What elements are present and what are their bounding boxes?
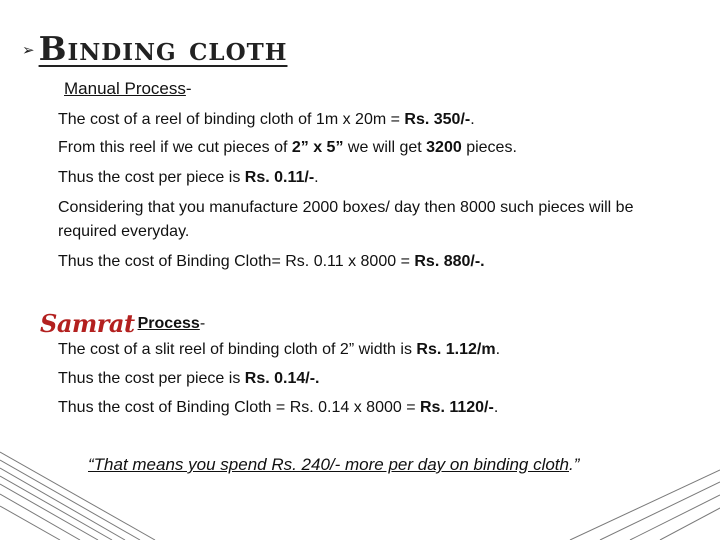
samrat-line-3 — [58, 396, 498, 420]
samrat-line-3-text: Thus the cost of Binding Cloth = Rs. 0.14 x 8000 = — [58, 399, 420, 416]
closing-quote — [88, 455, 579, 475]
manual-line-2-mid: we will get — [343, 139, 427, 156]
page-title: Binding cloth — [38, 28, 288, 68]
manual-line-5-text: Thus the cost of Binding Cloth= Rs. 0.11 x 8000 = — [58, 253, 415, 270]
manual-line-1-text: The cost of a reel of binding cloth of 1m x 20m = — [58, 111, 405, 128]
samrat-line-1-end: . — [495, 341, 501, 358]
samrat-process-label — [138, 315, 206, 336]
manual-line-2-count: 3200 — [426, 139, 462, 156]
title-row — [22, 28, 287, 68]
samrat-line-1 — [58, 338, 500, 362]
samrat-line-2 — [58, 367, 319, 391]
manual-line-4-text: Considering that you manufacture 2000 boxes/ day then 8000 such pieces will be required everyday. — [58, 199, 634, 240]
manual-line-3 — [58, 166, 319, 190]
manual-line-2-text: From this reel if we cut pieces of — [58, 139, 292, 156]
manual-line-2 — [58, 136, 517, 160]
closing-quote-tail: .” — [569, 455, 580, 474]
manual-line-3-text: Thus the cost per piece is — [58, 169, 245, 186]
manual-line-2-end: pieces. — [461, 139, 517, 156]
samrat-line-1-text: The cost of a slit reel of binding cloth of 2” width is — [58, 341, 417, 358]
samrat-line-1-value: Rs. 1.12/m — [416, 341, 496, 358]
samrat-line-2-value: Rs. 0.14/-. — [244, 370, 320, 387]
manual-line-3-value: Rs. 0.11/- — [244, 169, 315, 186]
manual-line-1-value: Rs. 350/- — [404, 111, 471, 128]
manual-process-heading-dash: - — [185, 79, 192, 98]
samrat-line-3-end: . — [493, 399, 499, 416]
manual-line-5-value: Rs. 880/-. — [414, 253, 485, 270]
arrow-bullet-icon: ➢ — [22, 42, 35, 59]
manual-line-3-end: . — [314, 169, 319, 186]
closing-quote-text: “That means you spend Rs. 240/- more per day on binding cloth — [88, 455, 569, 474]
manual-line-5 — [58, 250, 485, 274]
samrat-line-2-text: Thus the cost per piece is — [58, 370, 245, 387]
manual-line-4 — [58, 196, 658, 244]
samrat-process-heading — [40, 306, 205, 336]
manual-process-heading-text: Manual Process — [64, 79, 186, 98]
samrat-process-label-dash: - — [199, 315, 206, 332]
manual-line-1 — [58, 108, 475, 132]
manual-process-heading — [64, 79, 192, 99]
samrat-process-label-text: Process — [137, 315, 200, 332]
manual-line-1-end: . — [470, 111, 475, 128]
manual-line-2-size: 2” x 5” — [291, 139, 344, 156]
samrat-line-3-value: Rs. 1120/- — [420, 399, 494, 416]
samrat-logo: Samrat — [40, 309, 135, 338]
